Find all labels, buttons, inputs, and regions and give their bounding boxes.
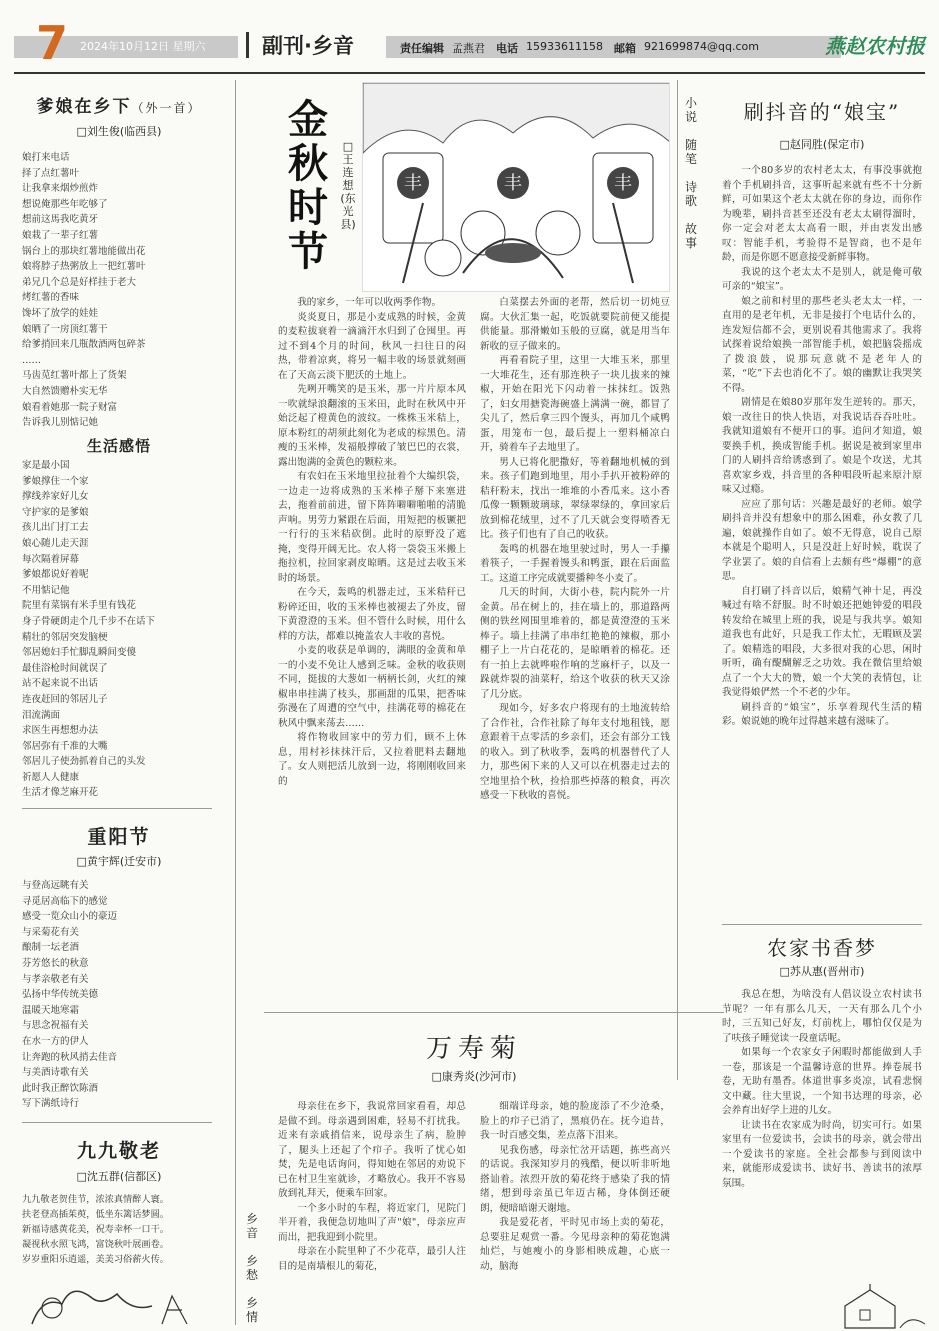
poem-line: 寻觅居高临下的感觉 xyxy=(22,895,108,907)
poem-separator xyxy=(22,808,212,809)
poem-line: 生活才像芝麻开花 xyxy=(22,787,99,799)
page-number: 7 xyxy=(36,16,69,70)
poem4-author: □沈五群(信都区) xyxy=(76,1170,162,1183)
masthead-info-bar xyxy=(386,36,841,58)
harvest-cartoon-icon xyxy=(363,83,670,292)
poem-line: 让我拿来烟炒煎炸 xyxy=(22,183,99,195)
article1-title-text: 金秋时节 xyxy=(288,96,328,275)
poem-line: 精壮的邻居突发脑梗 xyxy=(22,631,108,643)
poem1-title-suffix: （外一首） xyxy=(131,101,202,115)
vertical-char: 故 xyxy=(684,222,697,236)
vertical-char: 情 xyxy=(245,1310,258,1324)
poem-line: 求医生再想想办法 xyxy=(22,725,99,737)
masthead-rule xyxy=(14,72,925,74)
paragraph: 一个多小时的车程，将近家门，见院门半开着，我便急切地叫了声"娘"，母亲应声而出，把我迎到小院里。 xyxy=(278,1202,466,1243)
poem3-title: 重阳节 xyxy=(87,826,151,848)
paragraph: 自打刷了抖音以后，娘精气神十足，再没喊过有啥不舒服。时不时娘还把她钟爱的唱段转发给在城里上班的我，说是与我共享。娘知道我也有此好，只是我工作太忙，无暇顾及罢了。娘精选的唱段，大多很对我的心思，闲时听听，确有醍醐解乏之功效。我在微信里给娘点了一个大大的赞，娘一个大笑的表情包，让我觉得娘俨然一个不老的少年。 xyxy=(722,585,922,698)
article1-column2 xyxy=(480,296,670,1004)
vertical-char: 随 xyxy=(684,138,697,152)
poem-line: 站不起来说不出话 xyxy=(22,678,99,690)
paragraph: 几天的时间，大街小巷，院内院外一片金黄。吊在树上的，挂在墙上的，那道路两侧的铁丝网围里堆着的，都是黄澄澄的玉米棒子。墙上挂满了串串红艳艳的辣椒，那小棚子上一片白花花的，是晾晒着的棉花。还有一拍上去就哗啦作响的芝麻杆子，以及一跺就炸裂的油菜籽，给这个收获的秋天又涂了几分底。 xyxy=(480,587,670,700)
paragraph: 先咧开嘴笑的是玉米，那一片片原本风一吹就绿浪翻滚的玉米田，此时在秋风中开始泛起了橙黄色的波纹。一株株玉米秸上，原本粉红的胡须此刻化为老成的棕黑色。清瘦的玉米棒，发福般撑破了皱巴巴的衣裳，露出饱满的金黄色的颗粒来。 xyxy=(278,384,466,468)
poem2-title: 生活感悟 xyxy=(86,437,151,455)
vertical-char: 音 xyxy=(245,1226,258,1240)
poem1-title xyxy=(14,92,224,117)
poem-line: 娘打来电话 xyxy=(22,152,70,163)
article2-title: 万寿菊 xyxy=(425,1034,522,1064)
poem-line: 想说俺那些年吃够了 xyxy=(22,198,108,210)
poem-line: 烤红薯的香味 xyxy=(22,292,80,304)
poem-line: 家是最小国 xyxy=(22,460,70,471)
poem1-title-main: 爹娘在乡下 xyxy=(36,97,132,117)
poem-line: 院里有菜锅有米手里有钱花 xyxy=(22,600,137,612)
poem-line: 娘心随儿走天涯 xyxy=(22,537,89,549)
vertical-char: 小 xyxy=(684,96,697,110)
paragraph: 我说的这个老太太不是别人，就是俺可敬可亲的“娘宝”。 xyxy=(722,266,922,292)
vertical-char: 笔 xyxy=(684,152,697,166)
paragraph: 刷抖音的“娘宝”，乐享着现代生活的精彩。娘说她的晚年过得越来越有滋味了。 xyxy=(722,701,922,727)
editor-label: 责任编辑 xyxy=(400,42,444,55)
phone-label: 电话 xyxy=(496,42,518,55)
house-sketch-icon xyxy=(840,1284,930,1330)
right-article2-body xyxy=(722,988,922,1270)
right-article1-author: □赵同胜(保定市) xyxy=(779,138,865,151)
poem-line: 凝视秋水照飞鸿，富饶秋叶展画卷。 xyxy=(22,1239,169,1250)
poem-line: 孩儿出门打工去 xyxy=(22,522,89,534)
poem-line: 每次隔着屏幕 xyxy=(22,553,80,565)
article2-author: □康秀炎(沙河市) xyxy=(431,1070,517,1083)
poem-line: 不用惦记他 xyxy=(22,584,70,596)
poem-line: 扶老登高插茱萸，低坐东篱话梦圆。 xyxy=(22,1209,169,1220)
poem4-title: 九九敬老 xyxy=(76,1140,161,1162)
poem-line: 岁岁重阳乐逍遥，美美习俗薪火传。 xyxy=(22,1254,169,1265)
village-sketch-icon xyxy=(22,1276,222,1328)
poem-line: 此时我正醉饮陈酒 xyxy=(22,1082,99,1094)
poem-line: 邻居儿子使劲抓着自己的头发 xyxy=(22,756,146,768)
poem-line: 身子骨硬朗走个几千步不在话下 xyxy=(22,615,156,627)
vertical-char: 乡 xyxy=(245,1296,258,1310)
poem-line: 撑线养家好儿女 xyxy=(22,491,89,503)
article1-author: □王连想(东光县) xyxy=(340,140,356,231)
poem-line: 锅台上的那块红薯地能做出花 xyxy=(22,245,146,257)
vertical-char: 歌 xyxy=(684,194,697,208)
article1-column1 xyxy=(278,296,466,1004)
newspaper-logo: 燕赵农村报 xyxy=(825,34,925,58)
paragraph: 再看看院子里，这里一大堆玉米，那里一大堆花生，还有那连秧子一块儿拔来的辣椒，开始在阳光下闪动着一抹抹红。饭熟了，妇女用搪瓷海碗盛上满满一碗，都冒了尖儿了，然后拿三四个馒头，再加几个咸鸭蛋，用笼布一包，最后提上一塑料桶凉白开，骑着车子去地里了。 xyxy=(480,355,670,453)
middle-bottom-divider xyxy=(264,1012,724,1013)
poem-line: 连夜赶回的邻居儿子 xyxy=(22,693,108,705)
paragraph: 母亲住在乡下，我说常回家看看，却总是做不到。母亲遇到困难，轻易不打扰我。近来有亲戚捎信来，说母亲生了病，脸肿了，腿头上还起了个疖子。我听了忧心如焚，先是电话询问，得知她在邻居的劝说下已在村卫生室就诊，才略放心。我开不容易放到礼拜天，便乘车回家。 xyxy=(278,1101,466,1199)
poem-line: 想前这馬我吃黄牙 xyxy=(22,214,99,226)
poem-line: 温暖天地寒霜 xyxy=(22,1004,80,1016)
poem-line: 与美酒诗歌有关 xyxy=(22,1067,89,1079)
poem-line: 最佳浴枪时间就误了 xyxy=(22,662,108,674)
vertical-char: 诗 xyxy=(684,180,697,194)
paragraph: 我总在想，为啥没有人倡议设立农村读书节呢？一年有那么几天，一天有那么几个小时，三五知己好友，灯前枕上，哪怕仅仅是为了呋孩子睡觉读一段童话呢。 xyxy=(722,989,922,1044)
poem-line: 给爹捎回来几瓶散酒两包碎茶 xyxy=(22,339,146,351)
vertical-char: 说 xyxy=(684,110,697,124)
paragraph: 让读书在农家成为时尚，切实可行。如果家里有一位爱读书，会读书的母亲，就会带出一个爱读书的家庭。全社会都参与到阅读中来，就能形成爱读书、读好书、善读书的浓厚氛围。 xyxy=(722,1119,922,1189)
poem-line: 娘看着她那一院子财富 xyxy=(22,401,118,413)
right-article1-body xyxy=(722,164,922,922)
paragraph: 细端详母亲，她的脸庞添了不少沧桑，脸上的疖子已消了，黑痕仍在。抚今追昔，我一时百感交集，差点落下泪来。 xyxy=(480,1101,670,1141)
paragraph: 有农妇在玉米地里拉扯着个大编织袋，一边走一边将成熟的玉米棒子掰下来塞进去，拖着前前进，留下阵阵噼噼啪啪的清脆声响。男劳力紧跟在后面，用短把的板镢把一行行的玉米秸砍倒。此时的原野没了遮掩，变得开阔无比。农人将一袋袋玉米搬上拖拉机，拉回家剥皮晾晒。这是过去收玉米时的场景。 xyxy=(278,471,466,584)
poem-line: 大自然馈赠朴实无华 xyxy=(22,385,108,397)
poem-separator xyxy=(22,1122,212,1123)
poem-line: 娘将脖子热粥放上一把红薯叶 xyxy=(22,261,146,273)
vertical-char: 乡 xyxy=(245,1212,258,1226)
poem-line: 感受一览众山小的豪迈 xyxy=(22,911,118,923)
editor-name: 孟燕君 xyxy=(452,42,485,55)
right-article2-author: □苏从惠(晋州市) xyxy=(779,965,865,978)
paragraph: 娘之前和村里的那些老头老太太一样，一直用的是老年机，无非是接打个电话什么的，连发短信都不会，更别说看其他需求了。我将试探着说给娘换一部智能手机，娘把脑袋摇成了拨浪鼓，说那玩意就不是老年人的菜，“吃”下去也消化不了。娘的幽默让我哭笑不得。 xyxy=(722,295,922,394)
poem-line: 与登高远眺有关 xyxy=(22,880,89,891)
poem-line: …… xyxy=(22,354,41,366)
paragraph: 小麦的收获是单调的，满眼的金黄和单一的小麦不免让人感到乏味。金秋的收获则不同，挺拔的大葱如一柄柄长剑，火红的辣椒串串挂满了枝头，那画甜的瓜果，把香味弥漫在了周遭的空气中，挂满花萼的棉花在秋风中飘来荡去…… xyxy=(278,645,466,729)
issue-date: 2024年10月12日 星期六 xyxy=(80,40,206,53)
poem-line: 弘扬中华传统美德 xyxy=(22,989,99,1001)
paragraph: 剧情是在娘80岁那年发生逆转的。那天，娘一改往日的快人快语，对我说话吞吞吐吐。我就知道娘有不便开口的事。追问才知道，娘要换手机，换成智能手机。据说是被到家里串门的人刷抖音给诱惑到了。娘是个攻送，尤其喜欢家乡戏，抖音里的各种唱段听起来原汁原味又过瘾。 xyxy=(722,397,922,495)
poem-line: 马齿苋红薯叶都上了货架 xyxy=(22,370,127,382)
paragraph: 在今天，轰鸣的机器走过，玉米秸秆已粉碎还田，收的玉米棒也被褪去了外皮，留下黄澄澄的玉米。但不管什么时候，用什么样的方法，都难以掩盖农人丰收的喜悦。 xyxy=(278,587,466,642)
poem-line: 守护家的是爹娘 xyxy=(22,506,89,518)
sign-left: 丰 xyxy=(404,173,422,194)
paragraph: 我的家乡，一年可以收两季作物。 xyxy=(297,297,442,308)
poem-line: 在水一方的伊人 xyxy=(22,1035,89,1047)
right-article2-title: 农家书香梦 xyxy=(767,936,877,960)
vertical-char: 愁 xyxy=(245,1268,258,1282)
paragraph: 一个80多岁的农村老太太，有事没事就抱着个手机刷抖音，这事听起来就有些不十分新鲜，可如果这个老太太就在你的身边，而你作为晚辈，刷抖音甚至还没有老太太刷得溜时，你一定会对老太太高看一眼，并由衷发出感叹：智能手机，考验得不是智商，也不是年龄，而是你愿不愿意接受新鲜事物。 xyxy=(722,165,922,263)
poem-line: 与孝亲敬老有关 xyxy=(22,973,89,985)
poem-line: 弟兄几个总是好样挂于老大 xyxy=(22,276,137,288)
poem1-author: □刘生俊(临西县) xyxy=(76,125,162,138)
poem1-body xyxy=(22,150,227,432)
poem-line: 九九敬老贺佳节，浓浓真情醉人寰。 xyxy=(22,1194,169,1205)
paragraph: 应应了那句话：兴趣是最好的老师。娘学刷抖音并没有想象中的那么困难，孙女教了几遍，娘就操作自如了。娘不无得意，说自己原本就是个聪明人，只是没赶上好时候，耽误了学业罢了。娘的自信看上去颇有些“爆棚”的意思。 xyxy=(722,498,922,582)
poem2-body xyxy=(22,458,227,803)
paragraph: 母亲在小院里种了不少花草，最引人注目的是南墙根儿的菊花， xyxy=(278,1246,466,1272)
poem-line: 与思念祝福有关 xyxy=(22,1020,89,1032)
poem-line: 芬芳悠长的秋意 xyxy=(22,957,89,969)
harvest-illustration xyxy=(362,82,670,292)
article2-column1 xyxy=(278,1100,466,1328)
poem-line: 写下满纸诗行 xyxy=(22,1098,80,1110)
section-title: 副刊·乡音 xyxy=(262,34,354,58)
poem-line: 馋坏了放学的娃娃 xyxy=(22,307,99,319)
paragraph: 白菜摆去外面的老帮，然后切一切炖豆腐。大伙汇集一起，吃饭就要院前便又能提供能量。那滑嫩如玉般的豆腐，就是用当年新收的豆子做来的。 xyxy=(480,297,670,352)
masthead xyxy=(14,16,925,70)
email-label: 邮箱 xyxy=(614,42,636,55)
email-address: 921699874@qq.com xyxy=(644,40,759,53)
genre-label-vertical xyxy=(684,96,698,250)
sign-right: 丰 xyxy=(614,173,632,194)
poem-line: 爹娘都说好着呢 xyxy=(22,569,89,581)
poem3-body xyxy=(22,878,227,1113)
paragraph: 如果每一个农家女子闲暇时都能做到人手一卷，那该是一个温馨诗意的世界。捧卷展书卷，无助有墨香。体道世事多炎凉，试看悲悯文中藏。往大里说，一个知书达理的母亲，必会养育出好学上进的儿女。 xyxy=(722,1047,922,1116)
paragraph: 男人已将化肥撒好，等着翻地机械的到来。孩子们跑到地里，用小手扒开被粉碎的秸秆粉末，找出一堆堆的小香瓜来。这小香瓜像一颗颗玻璃球，翠绿翠绿的，拿回家后放到棉花绒里，过不了几天就会变得喷香无比。孩子们也有了自己的收获。 xyxy=(480,456,670,540)
paragraph: 轰鸣的机器在地里驶过时，男人一手攥着筷子，一手握着馒头和鸭蛋，跟在后面监工。这道工序完成就要播种冬小麦了。 xyxy=(480,543,670,584)
poem-line: 择了点红薯叶 xyxy=(22,167,80,179)
paragraph: 见我伤感，母亲忙岔开话题，拣些高兴的话说。我深知岁月的残酷，便以听非听地搭讪着。浓烈开放的菊花终于感染了我的情绪，想到母亲虽已年迈古稀，身体倒还硬朗，便暗暗谢天谢地。 xyxy=(480,1144,670,1214)
left-column-divider xyxy=(235,80,236,1325)
masthead-divider xyxy=(246,32,249,58)
paragraph: 现如今，好多农户将现有的土地流转给了合作社，合作社除了每年支付地租钱，愿意跟着干点零活的乡亲们，还会有部分工钱的收入。到了秋收季，轰鸣的机器替代了人力，那些闲下来的人又可以在机器走过去的空地里拾个秋，捡拾那些掉落的粮食，再次感受一下秋收的喜悦。 xyxy=(480,703,670,801)
poem-line: 与采菊花有关 xyxy=(22,926,80,938)
poem-line: 酿制一坛老酒 xyxy=(22,942,80,954)
poem-line: 娘栽了一辈子红薯 xyxy=(22,229,99,241)
paragraph: 炎炎夏日，那是小麦成熟的时候，金黄的麦粒拔衰着一滴滴汗水归到了仓囤里。再过不到4个月的时间，秋风一扫往日的闷热，带着凉爽，将另一幅丰收的场景就刻画在了天高云淡下肥沃的土地上。 xyxy=(278,311,466,381)
poem4-body xyxy=(22,1192,232,1272)
phone-number: 15933611158 xyxy=(526,40,603,53)
right-separator xyxy=(722,924,922,925)
poem-line: 邻居媳妇手忙脚乱瞬间变傻 xyxy=(22,647,137,659)
paragraph: 将作物收回家中的劳力们，顾不上休息，用村衫抹抹汗后，又拉着肥料去翻地了。女人则把活儿放到一边，将刚刚收回来的 xyxy=(278,732,466,787)
poem-line: 泪流满面 xyxy=(22,709,61,721)
theme-label-vertical xyxy=(245,1212,259,1324)
paragraph: 我是爱花者，平时见市场上卖的菊花，总要驻足观赏一番。今见母亲种的菊花饱满灿烂，与她瘦小的身影相映成趣，心底一动，脑海 xyxy=(480,1217,670,1272)
sign-center: 丰 xyxy=(504,173,522,194)
vertical-char: 乡 xyxy=(245,1254,258,1268)
right-column-divider xyxy=(677,80,678,1080)
poem-line: 新福诗感黄花美，祝寿幸杯一口干。 xyxy=(22,1224,169,1235)
article1-title xyxy=(286,98,334,274)
poem-line: 告诉我儿别惦记她 xyxy=(22,417,99,429)
poem-line: 爹娘撑住一个家 xyxy=(22,475,89,487)
poem3-author: □黄宇辉(迁安市) xyxy=(76,855,162,868)
poem-line: 邻居弥有千准的大嘴 xyxy=(22,740,108,752)
poem-line: 娘晒了一房顶红薯干 xyxy=(22,323,108,335)
right-article1-title: 刷抖音的“娘宝” xyxy=(743,100,901,124)
poem-line: 让奔跑的秋风捎去佳音 xyxy=(22,1051,118,1063)
poem-line: 祈愿人人健康 xyxy=(22,771,80,783)
vertical-char: 事 xyxy=(684,236,697,250)
article2-column2 xyxy=(480,1100,670,1328)
